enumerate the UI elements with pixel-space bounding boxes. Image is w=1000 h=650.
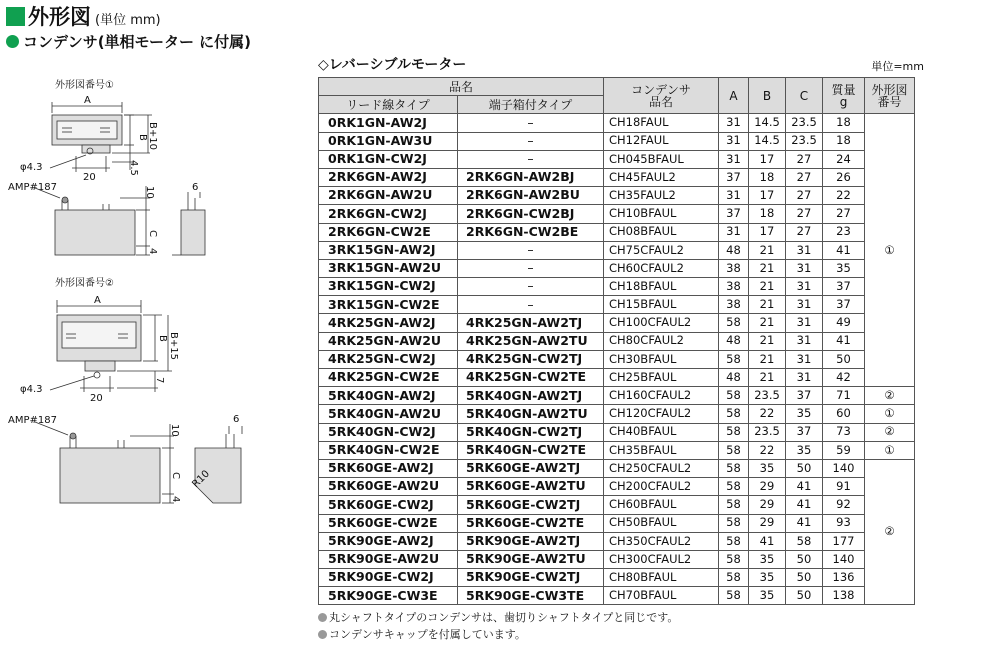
cell-capacitor: CH300CFAUL2 — [604, 550, 719, 568]
header-terminal: 端子箱付タイプ — [458, 96, 604, 114]
fig2-dim-c: C — [170, 472, 181, 479]
cell-lead-type: 4RK25GN-CW2J — [319, 350, 458, 368]
cell-capacitor: CH120CFAUL2 — [604, 405, 719, 423]
header-c: C — [786, 78, 823, 114]
cell-capacitor: CH80CFAUL2 — [604, 332, 719, 350]
table-row — [319, 205, 915, 223]
cell-terminal-type: 2RK6GN-CW2BJ — [458, 205, 604, 223]
cell-capacitor: CH80BFAUL — [604, 569, 719, 587]
fig2-dim-a: A — [94, 295, 101, 306]
cell-lead-type: 4RK25GN-CW2E — [319, 369, 458, 387]
cell-lead-type: 2RK6GN-AW2J — [319, 168, 458, 186]
table-row — [319, 387, 915, 405]
cell-b: 17 — [749, 223, 786, 241]
cell-b: 21 — [749, 332, 786, 350]
cell-a: 58 — [719, 405, 749, 423]
cell-b: 21 — [749, 369, 786, 387]
cell-a: 58 — [719, 532, 749, 550]
cell-capacitor: CH50BFAUL — [604, 514, 719, 532]
cell-lead-type: 4RK25GN-AW2J — [319, 314, 458, 332]
cell-b: 14.5 — [749, 132, 786, 150]
cell-b: 22 — [749, 405, 786, 423]
cell-c: 50 — [786, 587, 823, 605]
cell-capacitor: CH08BFAUL — [604, 223, 719, 241]
cell-terminal-type: 4RK25GN-AW2TJ — [458, 314, 604, 332]
cell-c: 27 — [786, 187, 823, 205]
header-fig: 外形図 番号 — [865, 78, 915, 114]
cell-lead-type: 0RK1GN-AW2J — [319, 114, 458, 132]
cell-mass: 73 — [823, 423, 865, 441]
cell-b: 23.5 — [749, 423, 786, 441]
table-row — [319, 259, 915, 277]
cell-c: 41 — [786, 496, 823, 514]
table-row — [319, 278, 915, 296]
cell-a: 58 — [719, 423, 749, 441]
cell-capacitor: CH45FAUL2 — [604, 168, 719, 186]
cell-mass: 140 — [823, 550, 865, 568]
cell-a: 37 — [719, 168, 749, 186]
cell-lead-type: 5RK40GN-AW2J — [319, 387, 458, 405]
cell-terminal-type: – — [458, 241, 604, 259]
cell-c: 37 — [786, 423, 823, 441]
green-dot-icon — [6, 35, 19, 48]
bullet-icon — [318, 613, 327, 622]
cell-mass: 50 — [823, 350, 865, 368]
fig1-label: 外形図番号① — [55, 80, 114, 91]
spec-table-body — [319, 114, 915, 605]
cell-terminal-type: 5RK40GN-AW2TU — [458, 405, 604, 423]
cell-b: 35 — [749, 459, 786, 477]
table-row — [319, 405, 915, 423]
cell-lead-type: 5RK90GE-CW3E — [319, 587, 458, 605]
fig1-dim-4: 4 — [147, 248, 158, 255]
cell-capacitor: CH200CFAUL2 — [604, 478, 719, 496]
table-row — [319, 241, 915, 259]
cell-mass: 59 — [823, 441, 865, 459]
cell-c: 23.5 — [786, 114, 823, 132]
cell-mass: 42 — [823, 369, 865, 387]
cell-lead-type: 0RK1GN-CW2J — [319, 150, 458, 168]
cell-mass: 92 — [823, 496, 865, 514]
cell-a: 38 — [719, 278, 749, 296]
cell-lead-type: 5RK40GN-CW2J — [319, 423, 458, 441]
cell-a: 38 — [719, 296, 749, 314]
cell-mass: 41 — [823, 332, 865, 350]
cell-terminal-type: 5RK90GE-CW2TJ — [458, 569, 604, 587]
cell-a: 48 — [719, 332, 749, 350]
green-square-icon — [6, 7, 25, 26]
cell-a: 31 — [719, 132, 749, 150]
cell-mass: 24 — [823, 150, 865, 168]
cell-capacitor: CH250CFAUL2 — [604, 459, 719, 477]
cell-c: 31 — [786, 350, 823, 368]
cell-b: 21 — [749, 314, 786, 332]
cell-capacitor: CH10BFAUL — [604, 205, 719, 223]
table-row — [319, 587, 915, 605]
cell-b: 21 — [749, 278, 786, 296]
cell-c: 37 — [786, 387, 823, 405]
fig2-dim-b: B — [157, 335, 168, 342]
cell-capacitor: CH12FAUL — [604, 132, 719, 150]
cell-b: 17 — [749, 187, 786, 205]
cell-a: 58 — [719, 459, 749, 477]
table-row — [319, 187, 915, 205]
header-name: 品名 — [319, 78, 604, 96]
cell-lead-type: 3RK15GN-CW2J — [319, 278, 458, 296]
cell-figure-number: ② — [865, 387, 915, 405]
cell-figure-number: ① — [865, 405, 915, 423]
cell-capacitor: CH100CFAUL2 — [604, 314, 719, 332]
cell-figure-number: ② — [865, 459, 915, 605]
cell-b: 23.5 — [749, 387, 786, 405]
cell-c: 31 — [786, 241, 823, 259]
cell-lead-type: 5RK40GN-AW2U — [319, 405, 458, 423]
cell-terminal-type: 5RK60GE-CW2TE — [458, 514, 604, 532]
cell-terminal-type: – — [458, 132, 604, 150]
cell-lead-type: 2RK6GN-CW2E — [319, 223, 458, 241]
cell-a: 48 — [719, 241, 749, 259]
table-row — [319, 478, 915, 496]
fig1-dim-10: 10 — [144, 186, 155, 199]
cell-terminal-type: – — [458, 150, 604, 168]
unit-note: (単位 mm) — [95, 13, 161, 28]
cell-lead-type: 3RK15GN-AW2J — [319, 241, 458, 259]
fig1-dim-phi: φ4.3 — [20, 162, 43, 173]
header-lead: リード線タイプ — [319, 96, 458, 114]
cell-mass: 177 — [823, 532, 865, 550]
fig1-dim-c: C — [147, 230, 158, 237]
table-row — [319, 132, 915, 150]
cell-c: 31 — [786, 332, 823, 350]
cell-lead-type: 3RK15GN-CW2E — [319, 296, 458, 314]
table-row — [319, 441, 915, 459]
cell-mass: 22 — [823, 187, 865, 205]
cell-terminal-type: 5RK90GE-AW2TJ — [458, 532, 604, 550]
cell-mass: 27 — [823, 205, 865, 223]
cell-c: 31 — [786, 278, 823, 296]
cell-c: 50 — [786, 550, 823, 568]
cell-capacitor: CH30BFAUL — [604, 350, 719, 368]
cell-lead-type: 5RK60GE-CW2J — [319, 496, 458, 514]
cell-c: 31 — [786, 314, 823, 332]
table-row — [319, 423, 915, 441]
cell-capacitor: CH60BFAUL — [604, 496, 719, 514]
table-row — [319, 114, 915, 132]
fig1-amp: AMP#187 — [8, 182, 57, 193]
spec-table — [318, 77, 915, 605]
cell-lead-type: 3RK15GN-AW2U — [319, 259, 458, 277]
note-item: コンデンサキャップを付属しています。 — [318, 626, 678, 643]
cell-c: 50 — [786, 459, 823, 477]
cell-b: 21 — [749, 350, 786, 368]
cell-b: 29 — [749, 478, 786, 496]
cell-c: 35 — [786, 441, 823, 459]
cell-c: 31 — [786, 369, 823, 387]
cell-a: 37 — [719, 205, 749, 223]
cell-terminal-type: – — [458, 259, 604, 277]
cell-b: 17 — [749, 150, 786, 168]
cell-a: 58 — [719, 314, 749, 332]
table-row — [319, 569, 915, 587]
table-row — [319, 369, 915, 387]
cell-capacitor: CH18BFAUL — [604, 278, 719, 296]
cell-capacitor: CH045BFAUL — [604, 150, 719, 168]
table-row — [319, 150, 915, 168]
cell-capacitor: CH60CFAUL2 — [604, 259, 719, 277]
cell-a: 31 — [719, 150, 749, 168]
cell-figure-number: ① — [865, 114, 915, 387]
cell-b: 22 — [749, 441, 786, 459]
cell-terminal-type: 2RK6GN-CW2BE — [458, 223, 604, 241]
cell-lead-type: 5RK60GE-AW2U — [319, 478, 458, 496]
table-row — [319, 223, 915, 241]
cell-b: 21 — [749, 296, 786, 314]
cell-capacitor: CH35FAUL2 — [604, 187, 719, 205]
cell-terminal-type: 5RK90GE-CW3TE — [458, 587, 604, 605]
fig2-dim-r10: R10 — [190, 468, 213, 491]
cell-mass: 140 — [823, 459, 865, 477]
cell-a: 58 — [719, 350, 749, 368]
notes — [318, 609, 678, 643]
cell-mass: 41 — [823, 241, 865, 259]
fig1-dim-20: 20 — [83, 172, 96, 183]
page-header — [6, 4, 161, 28]
table-row — [319, 496, 915, 514]
cell-c: 27 — [786, 168, 823, 186]
cell-b: 35 — [749, 569, 786, 587]
cell-terminal-type: 2RK6GN-AW2BJ — [458, 168, 604, 186]
cell-capacitor: CH350CFAUL2 — [604, 532, 719, 550]
cell-terminal-type: 5RK60GE-CW2TJ — [458, 496, 604, 514]
fig2-dim-6: 6 — [233, 414, 240, 425]
cell-mass: 35 — [823, 259, 865, 277]
cell-c: 50 — [786, 569, 823, 587]
cell-terminal-type: 5RK60GE-AW2TU — [458, 478, 604, 496]
cell-a: 31 — [719, 114, 749, 132]
cell-terminal-type: 5RK40GN-CW2TJ — [458, 423, 604, 441]
note-item: 丸シャフトタイプのコンデンサは、歯切りシャフトタイプと同じです。 — [318, 609, 678, 626]
fig1-dim-45: 4.5 — [128, 160, 139, 176]
fig2-dim-10: 10 — [169, 424, 180, 437]
cell-capacitor: CH25BFAUL — [604, 369, 719, 387]
cell-b: 35 — [749, 550, 786, 568]
cell-b: 18 — [749, 168, 786, 186]
fig2-dim-4: 4 — [170, 496, 181, 503]
table-row — [319, 514, 915, 532]
cell-a: 31 — [719, 223, 749, 241]
table-row — [319, 550, 915, 568]
cell-b: 41 — [749, 532, 786, 550]
fig1-dim-b: B — [137, 134, 148, 141]
header-capacitor: コンデンサ 品名 — [604, 78, 719, 114]
cell-mass: 91 — [823, 478, 865, 496]
dimension-diagrams — [0, 70, 300, 570]
header-a: A — [719, 78, 749, 114]
table-row — [319, 332, 915, 350]
section-title: ◇レバーシブルモーター — [318, 57, 467, 73]
cell-lead-type: 2RK6GN-CW2J — [319, 205, 458, 223]
fig2-amp: AMP#187 — [8, 415, 57, 426]
table-row — [319, 314, 915, 332]
cell-a: 58 — [719, 514, 749, 532]
table-row — [319, 350, 915, 368]
cell-b: 35 — [749, 587, 786, 605]
cell-a: 58 — [719, 569, 749, 587]
cell-b: 29 — [749, 496, 786, 514]
cell-lead-type: 5RK90GE-AW2J — [319, 532, 458, 550]
cell-b: 29 — [749, 514, 786, 532]
fig2-label: 外形図番号② — [55, 278, 114, 289]
cell-lead-type: 5RK90GE-CW2J — [319, 569, 458, 587]
cell-capacitor: CH70BFAUL — [604, 587, 719, 605]
cell-mass: 23 — [823, 223, 865, 241]
cell-a: 58 — [719, 387, 749, 405]
cell-a: 58 — [719, 441, 749, 459]
cell-mass: 37 — [823, 278, 865, 296]
table-row — [319, 532, 915, 550]
cell-figure-number: ① — [865, 441, 915, 459]
cell-mass: 136 — [823, 569, 865, 587]
unit-label: 単位=mm — [871, 60, 924, 73]
fig1-dim-6: 6 — [192, 182, 199, 193]
cell-terminal-type: 4RK25GN-CW2TE — [458, 369, 604, 387]
cell-c: 41 — [786, 514, 823, 532]
cell-c: 23.5 — [786, 132, 823, 150]
cell-capacitor: CH15BFAUL — [604, 296, 719, 314]
cell-capacitor: CH18FAUL — [604, 114, 719, 132]
cell-terminal-type: 5RK40GN-AW2TJ — [458, 387, 604, 405]
cell-mass: 26 — [823, 168, 865, 186]
cell-capacitor: CH160CFAUL2 — [604, 387, 719, 405]
cell-lead-type: 5RK90GE-AW2U — [319, 550, 458, 568]
cell-c: 31 — [786, 259, 823, 277]
bullet-icon — [318, 630, 327, 639]
fig2-dim-b15: B+15 — [168, 332, 179, 360]
cell-c: 58 — [786, 532, 823, 550]
cell-terminal-type: 4RK25GN-CW2TJ — [458, 350, 604, 368]
fig2-dim-7: 7 — [154, 377, 165, 384]
page-title: 外形図 — [28, 5, 91, 29]
cell-c: 31 — [786, 296, 823, 314]
cell-capacitor: CH40BFAUL — [604, 423, 719, 441]
cell-b: 21 — [749, 241, 786, 259]
cell-mass: 18 — [823, 132, 865, 150]
cell-lead-type: 4RK25GN-AW2U — [319, 332, 458, 350]
cell-b: 18 — [749, 205, 786, 223]
header-mass: 質量 g — [823, 78, 865, 114]
cell-b: 21 — [749, 259, 786, 277]
cell-mass: 49 — [823, 314, 865, 332]
fig1-dim-b10: B+10 — [147, 122, 158, 150]
cell-lead-type: 5RK40GN-CW2E — [319, 441, 458, 459]
fig1-dim-a: A — [84, 95, 91, 106]
cell-capacitor: CH75CFAUL2 — [604, 241, 719, 259]
cell-terminal-type: – — [458, 114, 604, 132]
cell-terminal-type: 5RK90GE-AW2TU — [458, 550, 604, 568]
cell-mass: 138 — [823, 587, 865, 605]
table-row — [319, 168, 915, 186]
cell-c: 27 — [786, 223, 823, 241]
subtitle-text: コンデンサ(単相モーター に付属) — [23, 33, 252, 51]
cell-lead-type: 0RK1GN-AW3U — [319, 132, 458, 150]
cell-b: 14.5 — [749, 114, 786, 132]
cell-mass: 71 — [823, 387, 865, 405]
subtitle — [6, 31, 251, 52]
cell-a: 58 — [719, 496, 749, 514]
cell-a: 31 — [719, 187, 749, 205]
cell-capacitor: CH35BFAUL — [604, 441, 719, 459]
cell-figure-number: ② — [865, 423, 915, 441]
cell-mass: 93 — [823, 514, 865, 532]
cell-lead-type: 2RK6GN-AW2U — [319, 187, 458, 205]
cell-a: 38 — [719, 259, 749, 277]
table-row — [319, 459, 915, 477]
cell-terminal-type: 5RK60GE-AW2TJ — [458, 459, 604, 477]
fig2-dim-phi: φ4.3 — [20, 384, 43, 395]
cell-a: 58 — [719, 478, 749, 496]
cell-mass: 60 — [823, 405, 865, 423]
header-b: B — [749, 78, 786, 114]
cell-a: 48 — [719, 369, 749, 387]
table-row — [319, 296, 915, 314]
cell-mass: 37 — [823, 296, 865, 314]
cell-terminal-type: – — [458, 278, 604, 296]
cell-c: 27 — [786, 205, 823, 223]
cell-c: 27 — [786, 150, 823, 168]
cell-lead-type: 5RK60GE-CW2E — [319, 514, 458, 532]
cell-terminal-type: 2RK6GN-AW2BU — [458, 187, 604, 205]
cell-terminal-type: – — [458, 296, 604, 314]
fig2-dim-20: 20 — [90, 393, 103, 404]
cell-a: 58 — [719, 587, 749, 605]
cell-a: 58 — [719, 550, 749, 568]
cell-c: 35 — [786, 405, 823, 423]
cell-c: 41 — [786, 478, 823, 496]
cell-terminal-type: 4RK25GN-AW2TU — [458, 332, 604, 350]
cell-terminal-type: 5RK40GN-CW2TE — [458, 441, 604, 459]
cell-lead-type: 5RK60GE-AW2J — [319, 459, 458, 477]
cell-mass: 18 — [823, 114, 865, 132]
